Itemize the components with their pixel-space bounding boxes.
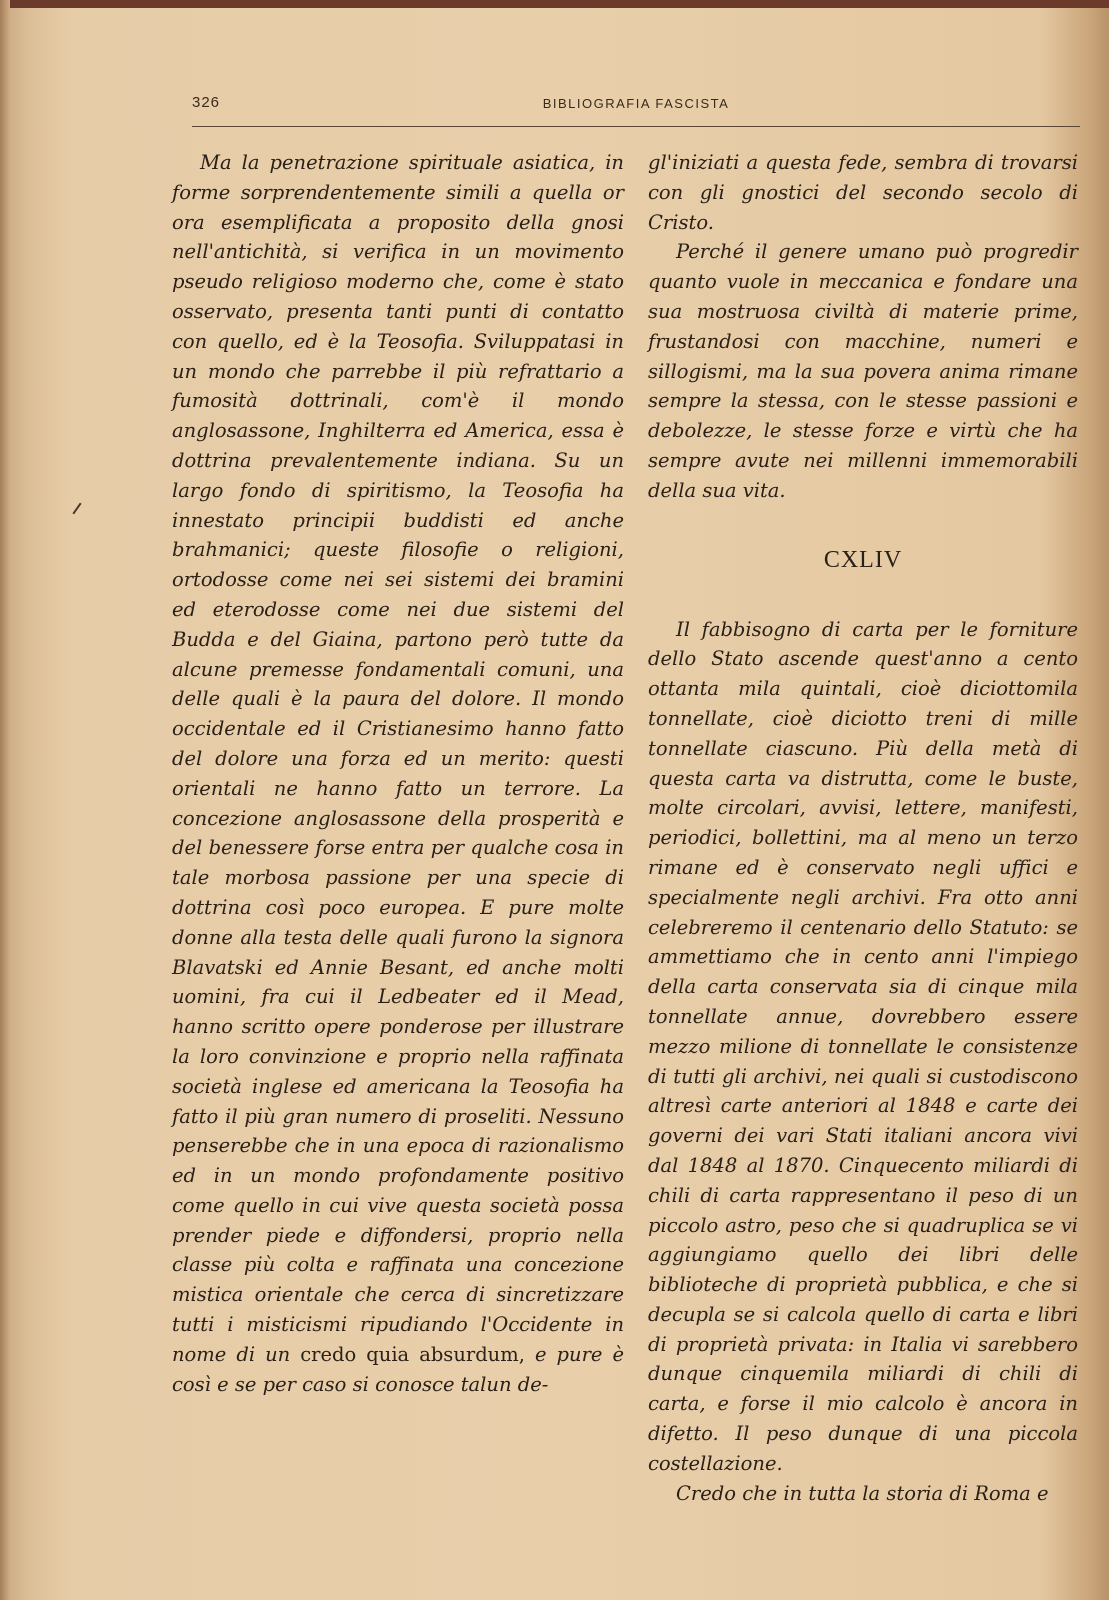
paragraph-text: Ma la penetrazione spirituale asiatica, in forme sorprendentemente simili a quella or ora esemplificata a proposito della gnosi nell'antichità, si verifica in un movimento pseudo religioso moderno che, come è stato osservato, presenta tanti punti di contatto con quello, ed è la Teosofia. Sviluppatasi in un mondo che parrebbe il più refrattario a fumosità dottrinali, com'è il mondo anglosassone, Inghilterra ed America, essa è dottrina prevalentemente indiana. Su un largo fondo di spiritismo, la Teosofia ha innestato principii buddisti ed anche brahmanici; queste filosofie o religioni, ortodosse come nei sei sistemi dei bramini ed eterodosse come nei due sistemi del Budda e del Giaina, partono però tutte da alcune premesse fondamentali comuni, una delle quali è la paura del dolore. Il mondo occidentale ed il Cristianesimo hanno fatto del dolore una forza ed un merito: questi orientali ne hanno fatto un terrore. La concezione anglosassone della prosperità e del benessere forse entra per qualche cosa in tale morbosa passione per una specie di dottrina così poco europea. E pure molte donne alla testa delle quali furono la signora Blavatski ed Annie Besant, ed anche molti uomini, fra cui il Ledbeater ed il Mead, hanno scritto opere ponderose per illustrare la loro convinzione e proprio nella raffinata società inglese ed americana la Teosofia ha fatto il più gran numero di proseliti. Nessuno penserebbe che in una epoca di razionalismo ed in un mondo profondamente positivo come quello in cui vive questa società possa prender piede e diffondersi, proprio nella classe più colta e raffinata una concezione mistica orientale che cerca di sincretizzare tutti i misticismi ripudiando l'Occidente in nome di un xyxy=(172,151,624,1366)
left-column xyxy=(172,148,624,1399)
pencil-mark xyxy=(72,503,81,515)
running-head: BIBLIOGRAFIA FASCISTA xyxy=(542,96,730,111)
paragraph: Credo che in tutta la storia di Roma e xyxy=(676,1481,1049,1505)
page-left-edge xyxy=(0,0,10,1600)
page-header xyxy=(192,94,1080,120)
section-heading: CXLIV xyxy=(823,546,903,573)
page-number: 326 xyxy=(192,94,221,111)
right-column xyxy=(648,148,1078,1508)
paragraph: Il fabbisogno di carta per le forniture dello Stato ascende quest'anno a cento ottanta mila quintali, cioè diciottomila tonnellate, cioè diciotto treni di mille tonnellate ciascuno. Più della metà di questa carta va distrutta, come le buste, molte circolari, avvisi, lettere, manifesti, periodici, bollettini, ma al meno un terzo rimane ed è conservato negli uffici e specialmente negli archivi. Fra otto anni celebreremo il centenario dello Statuto: se ammettiamo che in cento anni l'impiego della carta conservata sia di cinque mila tonnellate annue, dovrebbero essere mezzo milione di tonnellate le consistenze di tutti gli archivi, nei quali si custodiscono altresì carte anteriori al 1848 e carte dei governi dei vari Stati italiani ancora vivi dal 1848 al 1870. Cinquecento miliardi di chili di carta rappresentano il peso di un piccolo astro, peso che si quadruplica se vi aggiungiamo quello dei libri delle biblioteche di proprietà pubblica, e che si decupla se si calcola quello di carta e libri di proprietà privata: in Italia vi sarebbero dunque cinquemila miliardi di chili di carta, e forse il mio calcolo è ancora in difetto. Il peso dunque di una piccola costellazione. xyxy=(648,617,1078,1475)
page-top-edge xyxy=(0,0,1109,8)
roman-phrase: credo quia absurdum, xyxy=(300,1342,525,1366)
paragraph-continuation: gl'iniziati a questa fede, sembra di trovarsi con gli gnostici del secondo secolo di Cristo. xyxy=(648,151,1078,234)
paragraph: Perché il genere umano può progredir quanto vuole in meccanica e fondare una sua mostruosa civiltà di materie prime, frustandosi con macchine, numeri e sillogismi, ma la sua povera anima rimane sempre la stessa, con le stesse passioni e debolezze, le stesse forze e virtù che ha sempre avute nei millenni immemorabili della sua vita. xyxy=(648,240,1078,502)
header-rule xyxy=(192,126,1080,127)
paragraph xyxy=(172,148,624,1399)
paragraph-text-end: e pure è così e se per caso si conosce talun de- xyxy=(172,1342,624,1396)
